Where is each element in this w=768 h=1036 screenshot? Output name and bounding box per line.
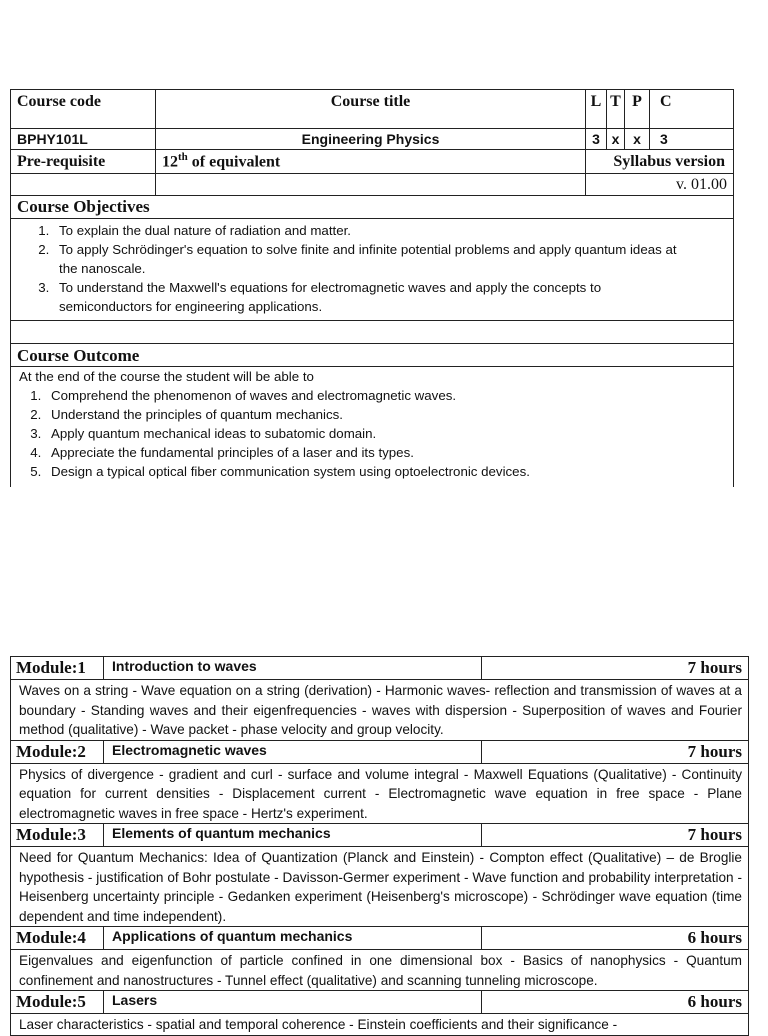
modules-body: [11, 657, 749, 1036]
p-header: P: [625, 90, 650, 129]
prerequisite-sup: th: [178, 151, 188, 164]
module-title: Applications of quantum mechanics: [104, 927, 482, 950]
module-content: Eigenvalues and eigenfunction of particle confined in one dimensional box - Basics of nanophysics - Quantum confinement and nanostructures - Tunnel effect (qualitative) and scanning tunneling microscope.: [11, 950, 749, 991]
c-value: 3: [650, 129, 734, 150]
p-value: x: [625, 129, 650, 150]
objective-item: 2. To apply Schrödinger's equation to solve finite and infinite potential problems and apply quantum ideas at the nanoscale.: [53, 240, 725, 278]
module-content-row: [11, 1014, 749, 1036]
c-header: C: [650, 90, 734, 129]
module-hours: 7 hours: [482, 657, 749, 680]
empty-row: [11, 321, 734, 344]
module-label: Module:2: [11, 740, 104, 763]
module-content-row: [11, 680, 749, 741]
l-value: 3: [586, 129, 607, 150]
module-content-row: [11, 950, 749, 991]
module-label: Module:4: [11, 927, 104, 950]
empty-cell: [11, 174, 156, 196]
module-title: Electromagnetic waves: [104, 740, 482, 763]
objective-item: 1. To explain the dual nature of radiation and matter.: [53, 221, 725, 240]
module-header-row: [11, 657, 749, 680]
course-code-value: BPHY101L: [11, 129, 156, 150]
module-label: Module:3: [11, 824, 104, 847]
syllabus-version-value: v. 01.00: [586, 174, 734, 196]
outcome-intro: At the end of the course the student will be able to: [19, 369, 314, 384]
modules-table: [10, 656, 748, 1036]
course-title-value: Engineering Physics: [156, 129, 586, 150]
module-label: Module:5: [11, 991, 104, 1014]
t-header: T: [607, 90, 625, 129]
module-content: Laser characteristics - spatial and temporal coherence - Einstein coefficients and their significance -: [11, 1014, 749, 1036]
course-code-header: Course code: [11, 90, 156, 129]
course-info-table: [10, 89, 733, 487]
module-hours: 6 hours: [482, 991, 749, 1014]
module-title: Lasers: [104, 991, 482, 1014]
syllabus-version-label: Syllabus version: [586, 150, 734, 174]
objectives-list: [19, 221, 725, 316]
outcome-list: [19, 386, 725, 481]
module-header-row: [11, 991, 749, 1014]
objective-item: 3. To understand the Maxwell's equations for electromagnetic waves and apply the concepts to semiconductors for engineering applications.: [53, 278, 725, 316]
empty-cell: [156, 174, 586, 196]
module-content: Need for Quantum Mechanics: Idea of Quantization (Planck and Einstein) - Compton effect (Qualitative) – de Broglie hypothesis - justification of Bohr postulate - Davisson-Germer experiment - Wave function and probability interpretation - Heisenberg uncertainty principle - Gedanken experiment (Heisenberg's microscope) - Schrödinger wave equation (time dependent and time independent).: [11, 847, 749, 927]
outcome-item: 4. Appreciate the fundamental principles of a laser and its types.: [45, 443, 725, 462]
prerequisite-rest: of equivalent: [187, 153, 281, 171]
module-label: Module:1: [11, 657, 104, 680]
module-hours: 7 hours: [482, 740, 749, 763]
module-title: Introduction to waves: [104, 657, 482, 680]
module-hours: 6 hours: [482, 927, 749, 950]
module-header-row: [11, 824, 749, 847]
objectives-heading: Course Objectives: [11, 196, 734, 219]
prerequisite-base: 12: [162, 153, 178, 171]
module-content-row: [11, 763, 749, 824]
module-header-row: [11, 740, 749, 763]
module-hours: 7 hours: [482, 824, 749, 847]
module-title: Elements of quantum mechanics: [104, 824, 482, 847]
module-content: Physics of divergence - gradient and curl - surface and volume integral - Maxwell Equations (Qualitative) - Continuity equation for current densities - Displacement current - Electromagnetic wave equation in free space - Plane electromagnetic waves in free space - Hertz's experiment.: [11, 763, 749, 824]
outcome-item: 1. Comprehend the phenomenon of waves and electromagnetic waves.: [45, 386, 725, 405]
l-header: L: [586, 90, 607, 129]
outcome-item: 2. Understand the principles of quantum mechanics.: [45, 405, 725, 424]
outcome-heading: Course Outcome: [11, 344, 734, 367]
module-header-row: [11, 927, 749, 950]
prerequisite-value: [156, 150, 586, 174]
course-title-header: Course title: [156, 90, 586, 129]
module-content: Waves on a string - Wave equation on a string (derivation) - Harmonic waves- reflection and transmission of waves at a boundary - Standing waves and their eigenfrequencies - waves with dispersion - Superposition of waves and Fourier method (qualitative) - Wave packet - phase velocity and group velocity.: [11, 680, 749, 741]
outcome-item: 5. Design a typical optical fiber communication system using optoelectronic devices.: [45, 462, 725, 481]
outcome-item: 3. Apply quantum mechanical ideas to subatomic domain.: [45, 424, 725, 443]
module-content-row: [11, 847, 749, 927]
objectives-list-cell: [11, 219, 734, 321]
outcome-list-cell: [11, 367, 734, 488]
t-value: x: [607, 129, 625, 150]
prerequisite-label: Pre-requisite: [11, 150, 156, 174]
